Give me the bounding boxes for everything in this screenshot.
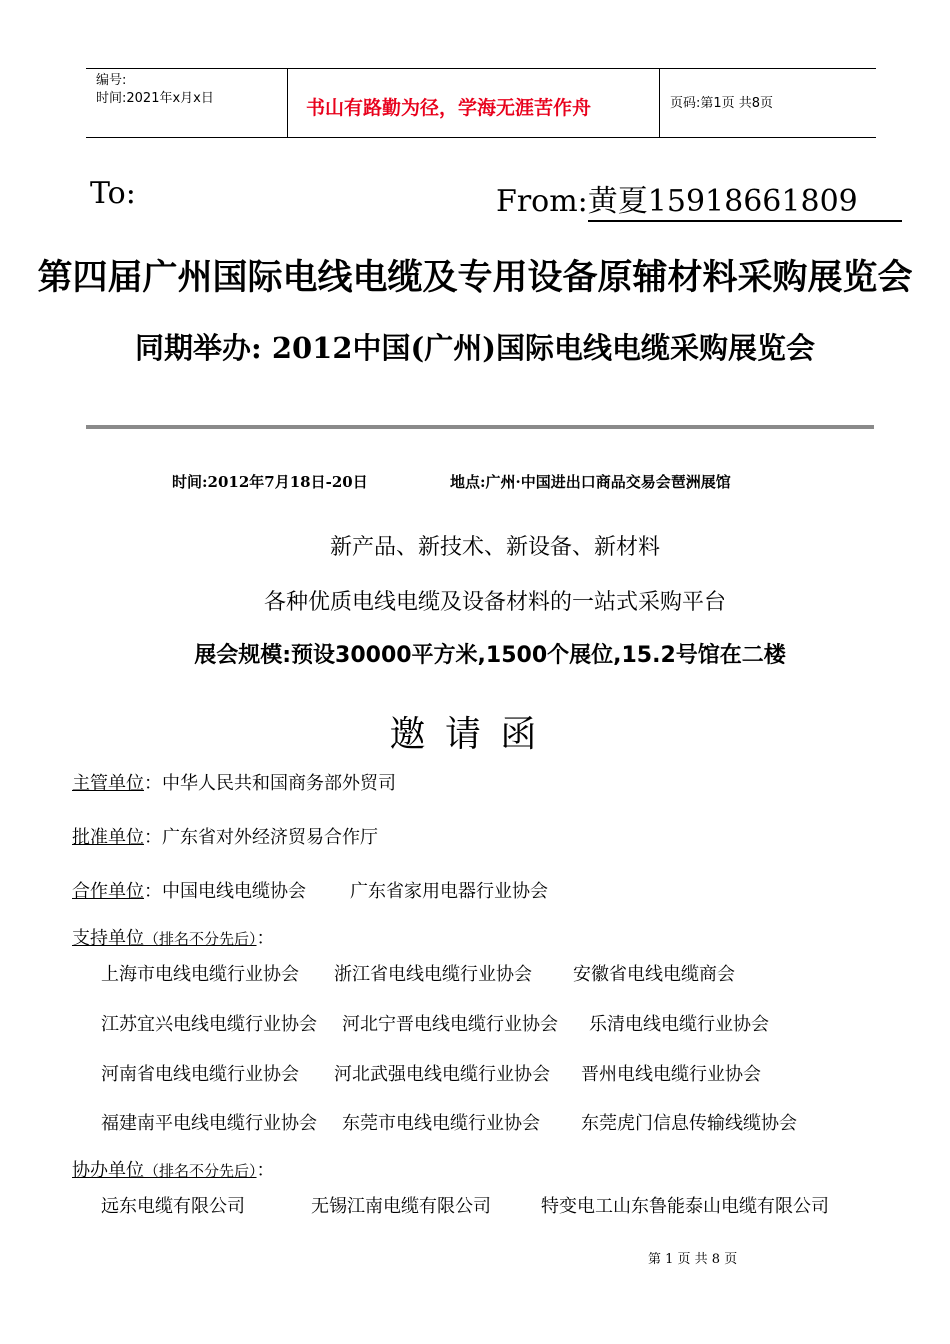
tagline-products: 新产品、新技术、新设备、新材料 <box>329 535 660 560</box>
co-label: 协办单位 <box>72 1160 144 1181</box>
title-divider <box>86 425 874 429</box>
support-colon: ： <box>256 928 275 949</box>
cooperation-unit <box>72 877 306 903</box>
header-motto: 书山有路勤为径，学海无涯苦作舟 <box>306 97 592 119</box>
host-label: 主管单位 <box>72 773 144 794</box>
support-label: 支持单位 <box>72 928 144 949</box>
co-colon: ： <box>256 1160 275 1181</box>
support-unit-heading <box>72 924 275 950</box>
support-item: 东莞市电线电缆行业协会 <box>342 1113 540 1134</box>
approved-label: 批准单位 <box>72 827 144 848</box>
header-divider <box>287 69 288 137</box>
support-item: 河北宁晋电线电缆行业协会 <box>342 1014 558 1035</box>
support-item: 乐清电线电缆行业协会 <box>589 1014 769 1035</box>
support-note: （排名不分先后） <box>144 930 257 948</box>
from-value: 黄夏15918661809 <box>588 176 902 222</box>
support-item: 安徽省电线电缆商会 <box>573 964 735 985</box>
exhibition-scale <box>0 638 950 669</box>
event-place: 地点:广州·中国进出口商品交易会琶洲展馆 <box>450 473 731 491</box>
support-item: 河北武强电线电缆行业协会 <box>334 1064 550 1085</box>
cooperation-value-2: 广东省家用电器行业协会 <box>350 881 548 902</box>
support-item: 浙江省电线电缆行业协会 <box>334 964 532 985</box>
event-time: 时间:2012年7月18日-20日 <box>172 473 368 491</box>
co-note: （排名不分先后） <box>144 1162 257 1180</box>
support-item: 晋州电线电缆行业协会 <box>581 1064 761 1085</box>
page-subtitle: 同期举办: 2012中国(广州)国际电线电缆采购展览会 <box>135 331 815 365</box>
tagline-platform: 各种优质电线电缆及设备材料的一站式采购平台 <box>263 590 726 615</box>
co-organizer-item: 远东电缆有限公司 <box>101 1196 245 1217</box>
scale-value: 预设30000平方米,1500个展位,15.2号馆在二楼 <box>291 643 786 668</box>
cooperation-value: ：中国电线电缆协会 <box>144 881 306 902</box>
from-label: From: <box>496 184 588 219</box>
header-page-number: 页码:第1页 共8页 <box>670 96 774 111</box>
scale-label: 展会规模: <box>194 643 292 668</box>
page-title: 第四届广州国际电线电缆及专用设备原辅材料采购展览会 <box>37 257 913 298</box>
header-divider <box>659 69 660 137</box>
host-unit <box>72 769 396 795</box>
cooperation-label: 合作单位 <box>72 881 144 902</box>
support-item: 福建南平电线电缆行业协会 <box>101 1113 317 1134</box>
approved-value: ：广东省对外经济贸易合作厅 <box>144 827 378 848</box>
from-line <box>496 176 902 222</box>
support-item: 江苏宜兴电线电缆行业协会 <box>101 1014 317 1035</box>
to-label: To: <box>90 176 136 211</box>
page-header <box>86 68 876 138</box>
co-organizer-item: 无锡江南电缆有限公司 <box>311 1196 491 1217</box>
doc-number-label: 编号: <box>96 73 127 88</box>
invitation-heading: 邀 请 函 <box>389 714 541 755</box>
co-organizer-item: 特变电工山东鲁能泰山电缆有限公司 <box>541 1196 829 1217</box>
co-organizer-heading <box>72 1156 275 1182</box>
host-value: ：中华人民共和国商务部外贸司 <box>144 773 396 794</box>
support-item: 东莞虎门信息传输线缆协会 <box>581 1113 797 1134</box>
page-footer: 第 1 页 共 8 页 <box>648 1252 738 1267</box>
support-item: 上海市电线电缆行业协会 <box>101 964 299 985</box>
approved-unit <box>72 823 378 849</box>
support-item: 河南省电线电缆行业协会 <box>101 1064 299 1085</box>
header-time: 时间:2021年x月x日 <box>96 91 214 106</box>
